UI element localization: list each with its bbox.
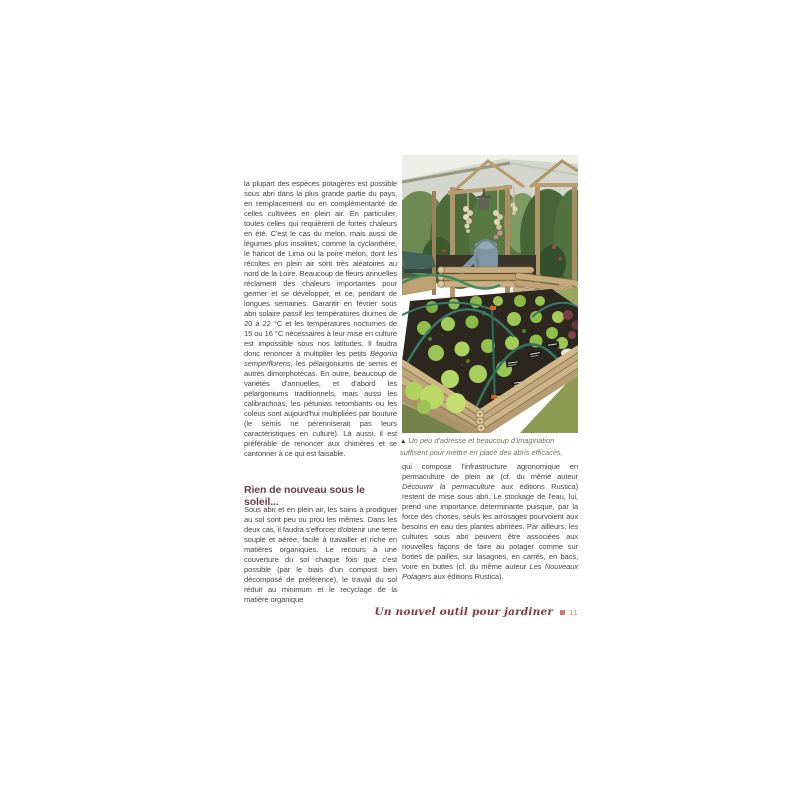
- running-title: Un nouvel outil pour jardiner: [374, 606, 554, 618]
- left-column-paragraph: la plupart des espèces potagères est possible sous abri dans la plus grande partie du pays, en remplacement ou en complémentarité de celles cultivées en plein air. En particulier, toutes celles qui requièrent de fortes chaleurs en été. C'est le cas du melon, mais aussi de légumes plus insolites, comme la cyclanthère, le haricot de Lima ou la poire melon, dont les récoltes en plein air sont très aléatoires au nord de la Loire. Beaucoup de fleurs annuelles réclament des chaleurs importantes pour germer et se développer, et ce, pendant de longues semaines. Garantir en février sous abri solaire passif les températures diurnes de 20 à 22 °C et les températures nocturnes de 15 ou 16 °C nécessaires à leur mise en culture est impossible sous nos latitudes. Il faudra donc renoncer à multiplier les petits Bégonia semperflorens, les pélargoniums de semis et autres dimorphotécas. En outre, beaucoup de variétés d'annuelles, et d'abord les pélargoniums traditionnels, mais aussi les calibrachoas, les pétunias retombants ou les coleus sont aujourd'hui multipliées par bouture (le semis ne pérenniserait pas leurs caractéristiques en culture). Là aussi, il est préférable de renoncer aux chimères et se cantonner à ce qui est faisable.: [244, 179, 397, 458]
- garden-photo: [402, 155, 578, 433]
- garden-photo-illustration: [402, 155, 578, 433]
- page-number: 11: [569, 607, 578, 617]
- section-paragraph: Sous abri et en plein air, les soins à prodiguer au sol sont peu ou prou les mêmes. Dans les deux cas, il faudra s'efforcer d'obtenir une terre souple et aérée, facile à travailler et riche en matières organiques. Le recours à une couverture du sol chaque fois que c'est possible (par le biais d'un compost bien décomposé de préférence), le travail du sol réduit au minimum et le recyclage de la matière organique: [244, 505, 397, 604]
- up-triangle-icon: ▲: [400, 437, 407, 445]
- page-footer: [302, 604, 578, 620]
- photo-caption-text: Un peu d'adresse et beaucoup d'imagination suffisent pour mettre en place des abris efficaces.: [400, 436, 563, 457]
- photo-caption: [400, 436, 578, 458]
- section-heading: Rien de nouveau sous le soleil...: [244, 484, 365, 508]
- right-column-paragraph: qui compose l'infrastructure agronomique en permaculture de plein air (cf. du même auteur Découvrir la permaculture aux éditions Rustica) restent de mise sous abri. Le stockage de l'eau, lui, prend une importance déterminante puisque, par la force des choses, seuls les arrosages pourvoient aux besoins en eau des plantes abritées. Par ailleurs, les cultures sous abri peuvent être associées aux nouvelles façons de faire au potager comme sur bottes de pailles, sur lasagnes, en carrés, en bacs, voire en buttes (cf. du même auteur Les Nouveaux Potagers aux éditions Rustica).: [402, 462, 578, 581]
- footer-bullet-icon: [560, 610, 565, 615]
